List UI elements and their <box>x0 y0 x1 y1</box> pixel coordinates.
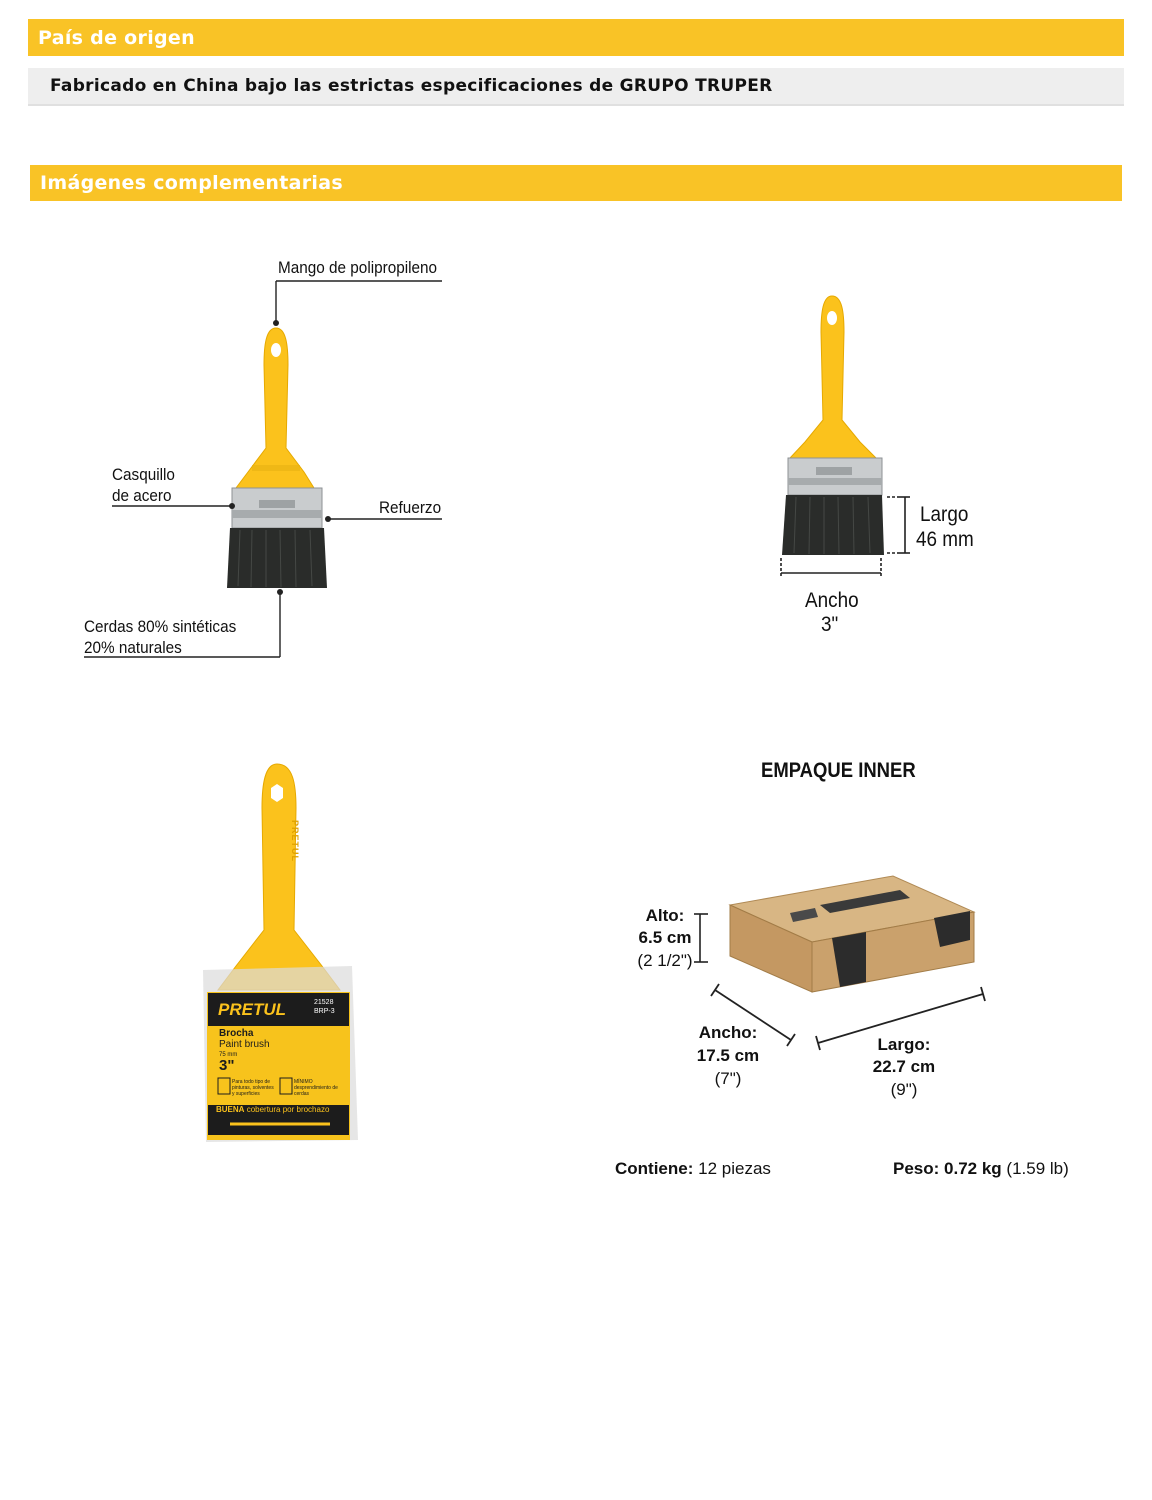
package-feature-1: Para todo tipo de pinturas, solventes y superficies <box>232 1079 274 1097</box>
width-box-label: Ancho: <box>698 1023 758 1042</box>
length-box-label: Largo: <box>877 1035 931 1054</box>
length-value: 46 mm <box>916 528 974 551</box>
package-footer-bold: BUENA <box>216 1105 245 1114</box>
length-box-cm: 22.7 cm <box>872 1057 936 1076</box>
label-bristles-1: Cerdas 80% sintéticas <box>84 617 237 636</box>
label-ferrule-2: de acero <box>112 486 172 505</box>
length-label: Largo <box>920 503 969 526</box>
weight-row <box>893 1159 1069 1179</box>
contains-label: Contiene: <box>615 1159 694 1178</box>
label-bristles-2: 20% naturales <box>84 638 182 657</box>
package-name-es: Brocha <box>219 1028 254 1039</box>
height-in: (2 1/2") <box>637 951 693 970</box>
package-code-1: 21528 <box>314 999 334 1006</box>
weight-kg: 0.72 kg <box>944 1159 1002 1178</box>
origin-text: Fabricado en China bajo las estrictas especificaciones de GRUPO TRUPER <box>50 76 773 96</box>
package-brand: PRETUL <box>218 1000 286 1019</box>
length-box-in: (9") <box>890 1080 918 1099</box>
label-handle: Mango de polipropileno <box>278 258 438 277</box>
width-box-in: (7") <box>714 1069 742 1088</box>
weight-lb: (1.59 lb) <box>1006 1159 1069 1178</box>
height-cm: 6.5 cm <box>638 928 692 947</box>
width-box-cm: 17.5 cm <box>696 1046 760 1065</box>
package-code-2: BRP-3 <box>314 1008 335 1015</box>
inner-pack-title: EMPAQUE INNER <box>761 759 916 782</box>
handle-brand: PRETUL <box>290 820 300 862</box>
package-feature-2: MÍNIMO desprendimiento de cerdas <box>294 1079 338 1097</box>
weight-label: Peso: <box>893 1159 940 1178</box>
contains-row <box>615 1159 771 1179</box>
label-reinforcement: Refuerzo <box>379 498 442 517</box>
package-size-in: 3" <box>219 1057 235 1074</box>
section-title-images: Imágenes complementarias <box>40 172 343 194</box>
section-title-origin: País de origen <box>38 26 195 49</box>
width-value: 3" <box>821 613 839 636</box>
package-footer-rest: cobertura por brochazo <box>246 1105 330 1114</box>
width-label: Ancho <box>805 589 859 612</box>
label-ferrule-1: Casquillo <box>112 465 175 484</box>
height-label: Alto: <box>645 906 685 925</box>
package-name-en: Paint brush <box>219 1039 270 1050</box>
contains-value: 12 piezas <box>698 1159 771 1178</box>
package-size-mm: 75 mm <box>219 1052 238 1058</box>
